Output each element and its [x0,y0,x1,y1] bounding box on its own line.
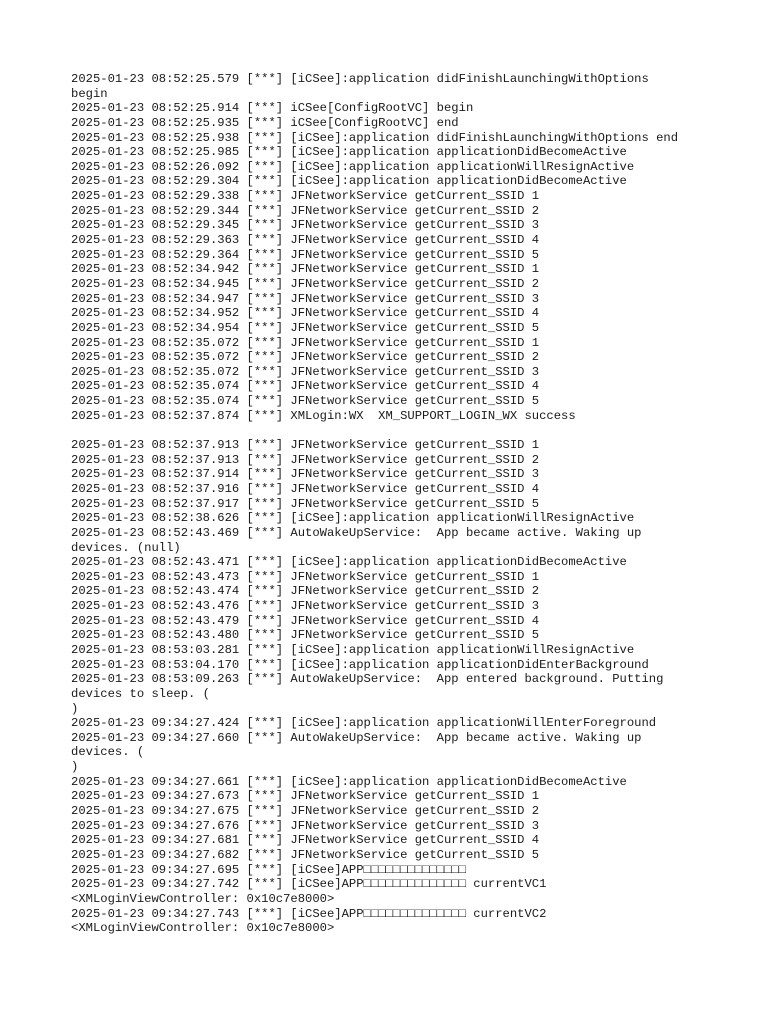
log-line: 2025-01-23 09:34:27.676 [***] JFNetworkService getCurrent_SSID 3 [71,818,540,833]
log-line: 2025-01-23 08:52:37.917 [***] JFNetworkService getCurrent_SSID 5 [71,496,540,511]
log-line: 2025-01-23 08:52:34.952 [***] JFNetworkService getCurrent_SSID 4 [71,306,540,321]
log-line: 2025-01-23 08:52:35.072 [***] JFNetworkService getCurrent_SSID 3 [71,364,540,379]
log-line: 2025-01-23 09:34:27.682 [***] JFNetworkService getCurrent_SSID 5 [71,847,540,862]
log-line: 2025-01-23 08:52:37.913 [***] JFNetworkService getCurrent_SSID 2 [71,452,540,467]
log-line: ) [71,760,79,775]
log-line: 2025-01-23 08:52:35.074 [***] JFNetworkService getCurrent_SSID 5 [71,394,540,409]
log-line: 2025-01-23 08:52:34.945 [***] JFNetworkService getCurrent_SSID 2 [71,276,540,291]
log-line: 2025-01-23 09:34:27.675 [***] JFNetworkService getCurrent_SSID 2 [71,804,540,819]
log-line: 2025-01-23 09:34:27.743 [***] [iCSee]APP□□□□□□□□□□□□□□ currentVC2 [71,906,547,921]
log-line: devices to sleep. ( [71,686,210,701]
log-line: 2025-01-23 08:52:43.473 [***] JFNetworkService getCurrent_SSID 1 [71,569,540,584]
log-line: 2025-01-23 08:53:09.263 [***] AutoWakeUpService: App entered background. Putting [71,672,664,687]
log-line: 2025-01-23 08:52:38.626 [***] [iCSee]:application applicationWillResignActive [71,511,635,526]
log-line: 2025-01-23 08:52:26.092 [***] [iCSee]:application applicationWillResignActive [71,159,635,174]
log-line: 2025-01-23 08:52:43.474 [***] JFNetworkService getCurrent_SSID 2 [71,584,540,599]
log-line: 2025-01-23 08:52:25.938 [***] [iCSee]:application didFinishLaunchingWithOptions end [71,130,679,145]
log-line: 2025-01-23 08:52:37.916 [***] JFNetworkService getCurrent_SSID 4 [71,481,540,496]
log-line: 2025-01-23 08:52:35.074 [***] JFNetworkService getCurrent_SSID 4 [71,379,540,394]
log-line: 2025-01-23 08:52:35.072 [***] JFNetworkService getCurrent_SSID 2 [71,350,540,365]
log-line: 2025-01-23 09:34:27.661 [***] [iCSee]:application applicationDidBecomeActive [71,774,627,789]
log-line: 2025-01-23 08:52:34.942 [***] JFNetworkService getCurrent_SSID 1 [71,262,540,277]
log-line: 2025-01-23 08:52:43.469 [***] AutoWakeUpService: App became active. Waking up [71,525,642,540]
log-line: 2025-01-23 08:52:37.874 [***] XMLogin:WX XM_SUPPORT_LOGIN_WX success [71,408,576,423]
log-line: 2025-01-23 08:53:03.281 [***] [iCSee]:application applicationWillResignActive [71,642,635,657]
log-line: 2025-01-23 09:34:27.695 [***] [iCSee]APP□□□□□□□□□□□□□□ [71,862,466,877]
log-line: devices. ( [71,745,145,760]
log-line: 2025-01-23 08:52:25.985 [***] [iCSee]:application applicationDidBecomeActive [71,145,627,160]
log-line: 2025-01-23 08:52:43.471 [***] [iCSee]:application applicationDidBecomeActive [71,555,627,570]
log-line: 2025-01-23 08:52:25.579 [***] [iCSee]:application didFinishLaunchingWithOptions [71,72,649,86]
log-line: 2025-01-23 08:52:29.338 [***] JFNetworkService getCurrent_SSID 1 [71,189,540,204]
log-line: ) [71,701,79,716]
log-line: 2025-01-23 09:34:27.742 [***] [iCSee]APP□□□□□□□□□□□□□□ currentVC1 [71,877,547,892]
log-line: 2025-01-23 08:52:29.304 [***] [iCSee]:application applicationDidBecomeActive [71,174,627,189]
log-line: 2025-01-23 08:52:34.947 [***] JFNetworkService getCurrent_SSID 3 [71,291,540,306]
log-line: 2025-01-23 08:52:29.345 [***] JFNetworkService getCurrent_SSID 3 [71,218,540,233]
log-line: <XMLoginViewController: 0x10c7e8000> [71,921,335,936]
log-line: <XMLoginViewController: 0x10c7e8000> [71,891,335,906]
log-line: 2025-01-23 08:52:34.954 [***] JFNetworkService getCurrent_SSID 5 [71,320,540,335]
log-line: begin [71,86,108,101]
log-line: 2025-01-23 09:34:27.660 [***] AutoWakeUpService: App became active. Waking up [71,730,642,745]
log-line: 2025-01-23 08:52:37.914 [***] JFNetworkService getCurrent_SSID 3 [71,467,540,482]
log-line: 2025-01-23 08:52:29.363 [***] JFNetworkService getCurrent_SSID 4 [71,233,540,248]
log-line: 2025-01-23 08:52:29.344 [***] JFNetworkService getCurrent_SSID 2 [71,203,540,218]
log-line: 2025-01-23 09:34:27.424 [***] [iCSee]:application applicationWillEnterForeground [71,716,657,731]
log-line: 2025-01-23 08:52:37.913 [***] JFNetworkService getCurrent_SSID 1 [71,438,540,453]
log-line: 2025-01-23 08:53:04.170 [***] [iCSee]:application applicationDidEnterBackground [71,657,649,672]
log-line: 2025-01-23 08:52:35.072 [***] JFNetworkService getCurrent_SSID 1 [71,335,540,350]
log-line: 2025-01-23 09:34:27.681 [***] JFNetworkService getCurrent_SSID 4 [71,833,540,848]
log-line: 2025-01-23 08:52:29.364 [***] JFNetworkService getCurrent_SSID 5 [71,247,540,262]
log-line: 2025-01-23 08:52:43.480 [***] JFNetworkService getCurrent_SSID 5 [71,628,540,643]
log-line: devices. (null) [71,540,181,555]
log-line: 2025-01-23 08:52:43.479 [***] JFNetworkService getCurrent_SSID 4 [71,613,540,628]
log-line: 2025-01-23 08:52:43.476 [***] JFNetworkService getCurrent_SSID 3 [71,599,540,614]
log-line: 2025-01-23 08:52:25.914 [***] iCSee[ConfigRootVC] begin [71,101,474,116]
log-document [71,72,711,936]
log-line: 2025-01-23 09:34:27.673 [***] JFNetworkService getCurrent_SSID 1 [71,789,540,804]
log-line [71,423,711,438]
log-line: 2025-01-23 08:52:25.935 [***] iCSee[ConfigRootVC] end [71,115,459,130]
